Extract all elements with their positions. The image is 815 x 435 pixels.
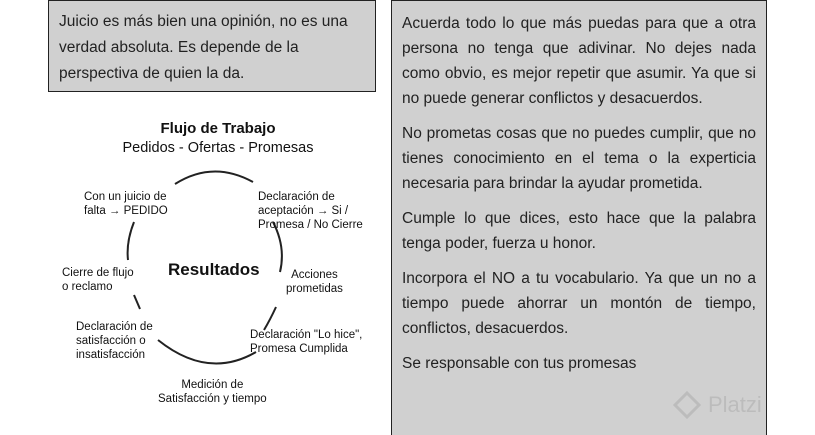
advice-panel xyxy=(391,0,767,435)
node-aceptacion: Declaración de aceptación → Si / Promesa / No Cierre xyxy=(258,191,363,231)
arc-bottom xyxy=(158,340,256,364)
platzi-watermark xyxy=(672,386,802,426)
diagram-center-label: Resultados xyxy=(168,260,260,279)
judgment-note-text: Juicio es más bien una opinión, no es una verdad absoluta. Es depende de la perspectiva de quien la da. xyxy=(59,13,348,82)
advice-paragraph: Se responsable con tus promesas xyxy=(402,355,637,372)
arc-top xyxy=(175,171,253,184)
platzi-logo-icon xyxy=(672,390,702,420)
arc-right-bottom xyxy=(264,307,276,330)
advice-paragraph: Incorpora el NO a tu vocabulario. Ya que un no a tiempo puede ahorrar un montón de tiempo, conflictos, desacuerdos. xyxy=(402,270,756,337)
arc-left-bottom xyxy=(134,295,140,309)
watermark-text: Platzi xyxy=(708,392,762,417)
node-pedido: Con un juicio de falta → PEDIDO xyxy=(84,191,168,217)
arc-left-top xyxy=(128,222,134,260)
node-lo-hice: Declaración "Lo hice", Promesa Cumplida xyxy=(250,329,363,355)
node-cierre: Cierre de flujo o reclamo xyxy=(62,267,134,293)
node-satisfaccion: Declaración de satisfacción o insatisfacción xyxy=(76,321,153,361)
diagram-title: Flujo de Trabajo xyxy=(160,120,276,137)
node-medicion: Medición de Satisfacción y tiempo xyxy=(158,379,267,405)
advice-paragraph: Acuerda todo lo que más puedas para que a otra persona no tenga que adivinar. No dejes nada como obvio, es mejor repetir que asumir. Ya que si no puede generar conflictos y desacuerdos. xyxy=(402,15,756,107)
diagram-subtitle: Pedidos - Ofertas - Promesas xyxy=(122,140,314,156)
advice-paragraph: No prometas cosas que no puedes cumplir, que no tienes conocimiento en el tema o la experticia necesaria para brindar la ayudar prometida. xyxy=(402,125,756,192)
advice-paragraph: Cumple lo que dices, esto hace que la palabra tenga poder, fuerza u honor. xyxy=(402,210,756,252)
node-acciones: Acciones prometidas xyxy=(286,269,343,295)
judgment-note xyxy=(48,0,376,92)
workflow-diagram xyxy=(48,112,388,422)
